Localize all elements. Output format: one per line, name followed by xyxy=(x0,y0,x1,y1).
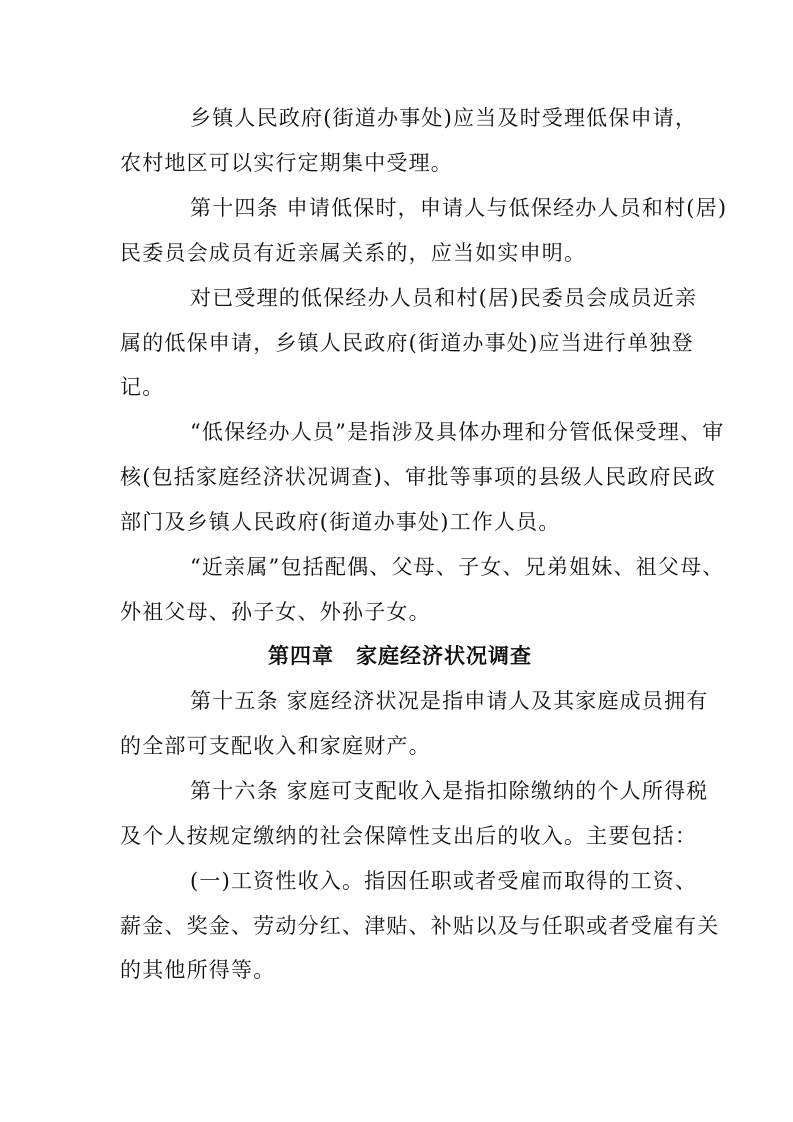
paragraph-4-line-1: “低保经办人员”是指涉及具体办理和分管低保受理、审 xyxy=(190,420,725,444)
paragraph-5-line-1: “近亲属”包括配偶、父母、子女、兄弟姐妹、祖父母、 xyxy=(190,555,725,579)
paragraph-6-line-1: 第十五条 家庭经济状况是指申请人及其家庭成员拥有 xyxy=(190,689,709,713)
paragraph-3-line-1: 对已受理的低保经办人员和村(居)民委员会成员近亲 xyxy=(190,286,698,310)
paragraph-4-line-3: 部门及乡镇人民政府(街道办事处)工作人员。 xyxy=(120,510,561,534)
paragraph-2-line-2: 民委员会成员有近亲属关系的，应当如实申明。 xyxy=(120,241,587,265)
paragraph-2-line-1: 第十四条 申请低保时，申请人与低保经办人员和村(居) xyxy=(190,196,728,220)
paragraph-7-line-1: 第十六条 家庭可支配收入是指扣除缴纳的个人所得税 xyxy=(190,779,709,803)
paragraph-7-line-2: 及个人按规定缴纳的社会保障性支出后的收入。主要包括： xyxy=(120,824,698,848)
paragraph-4-line-2: 核(包括家庭经济状况调查)、审批等事项的县级人民政府民政 xyxy=(120,465,716,489)
paragraph-1-line-1: 乡镇人民政府(街道办事处)应当及时受理低保申请， xyxy=(190,106,698,130)
paragraph-8-line-2: 薪金、奖金、劳动分红、津贴、补贴以及与任职或者受雇有关 xyxy=(120,914,720,938)
paragraph-6-line-2: 的全部可支配收入和家庭财产。 xyxy=(120,734,431,758)
paragraph-5-line-2: 外祖父母、孙子女、外孙子女。 xyxy=(120,600,431,624)
chapter-heading: 第四章 家庭经济状况调查 xyxy=(268,644,532,668)
paragraph-8-line-1: (一)工资性收入。指因任职或者受雇而取得的工资、 xyxy=(190,869,698,893)
paragraph-3-line-3: 记。 xyxy=(120,375,165,399)
paragraph-1-line-2: 农村地区可以实行定期集中受理。 xyxy=(120,151,453,175)
paragraph-3-line-2: 属的低保申请，乡镇人民政府(街道办事处)应当进行单独登 xyxy=(120,331,694,355)
paragraph-8-line-3: 的其他所得等。 xyxy=(120,958,276,982)
